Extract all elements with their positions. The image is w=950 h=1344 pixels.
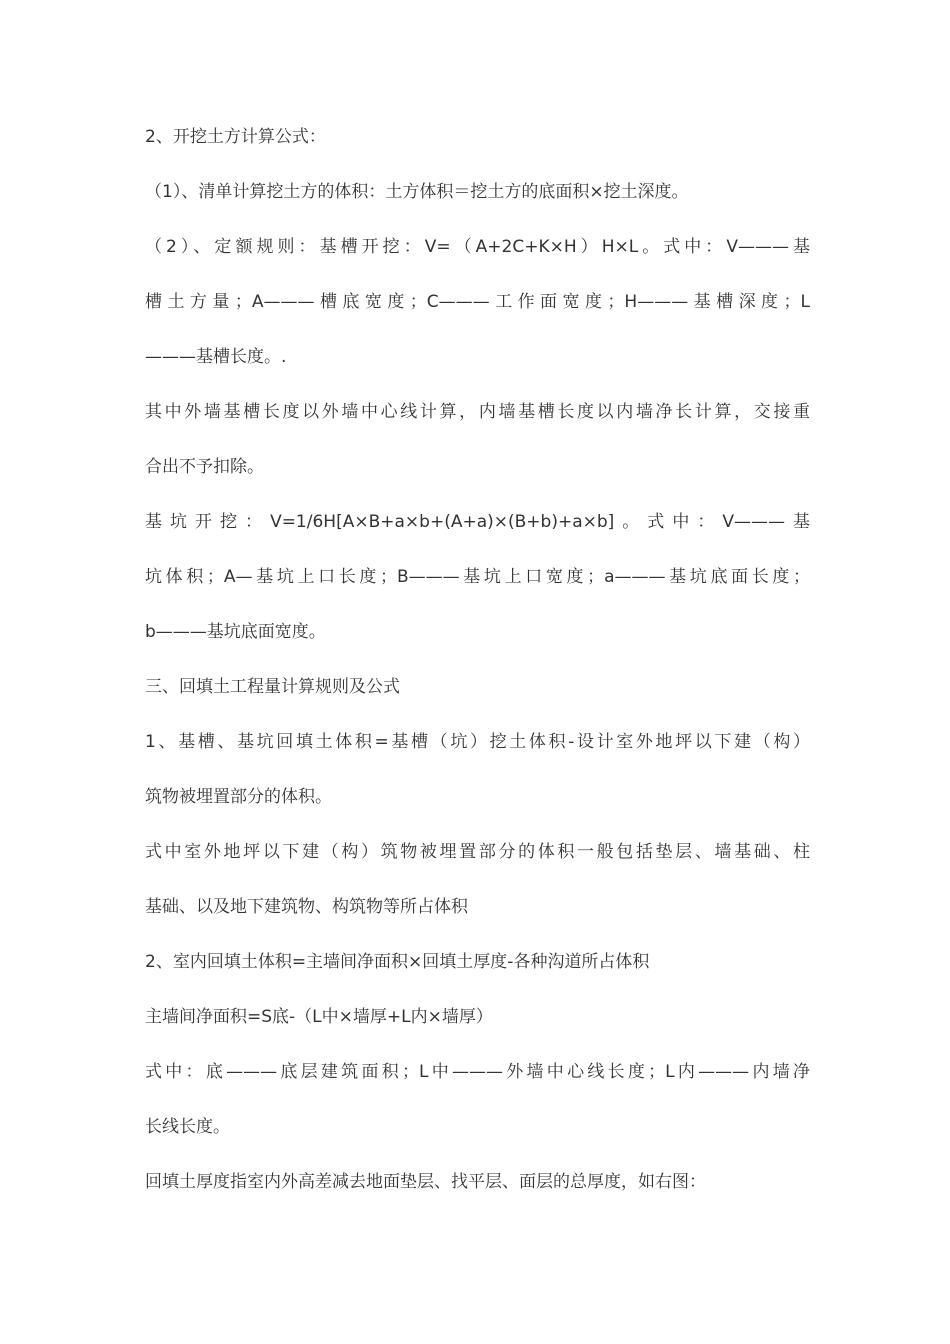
text-line: 2、室内回填土体积=主墙间净面积×回填土厚度-各种沟道所占体积 (145, 952, 650, 972)
text-line: 筑物被埋置部分的体积。 (145, 787, 332, 807)
text-line: 其中外墙基槽长度以外墙中心线计算，内墙基槽长度以内墙净长计算，交接重 (145, 402, 810, 422)
text-line: （2）、定额规则：基槽开挖：V=（A+2C+K×H）H×L。式中：V———基 (145, 237, 810, 257)
text-line: 式中：底———底层建筑面积；L中———外墙中心线长度；L内———内墙净 (145, 1062, 810, 1082)
text-line: 基础、以及地下建筑物、构筑物等所占体积 (145, 897, 468, 917)
text-line: ———基槽长度。. (145, 347, 287, 367)
text-line: 主墙间净面积=S底-（L中×墙厚+L内×墙厚） (145, 1007, 493, 1027)
text-line: 坑体积；A—基坑上口长度；B———基坑上口宽度；a———基坑底面长度； (145, 567, 810, 587)
text-line: b———基坑底面宽度。 (145, 622, 326, 642)
section-heading: 三、回填土工程量计算规则及公式 (145, 677, 400, 697)
text-line: 式中室外地坪以下建（构）筑物被埋置部分的体积一般包括垫层、墙基础、柱 (145, 842, 810, 862)
text-line: 1、基槽、基坑回填土体积=基槽（坑）挖土体积-设计室外地坪以下建（构） (145, 732, 810, 752)
text-line: 基坑开挖：V=1/6H[A×B+a×b+(A+a)×(B+b)+a×b]。式中：V———基 (145, 512, 810, 532)
text-line: 回填土厚度指室内外高差减去地面垫层、找平层、面层的总厚度，如右图： (145, 1172, 706, 1192)
text-line: （1）、清单计算挖土方的体积：土方体积＝挖土方的底面积×挖土深度。 (145, 182, 689, 202)
document-body (145, 120, 810, 1220)
text-line: 长线长度。 (145, 1117, 230, 1137)
text-line: 2、开挖土方计算公式： (145, 127, 326, 147)
text-line: 槽土方量；A———槽底宽度；C———工作面宽度；H———基槽深度；L (145, 292, 810, 312)
text-line: 合出不予扣除。 (145, 457, 264, 477)
